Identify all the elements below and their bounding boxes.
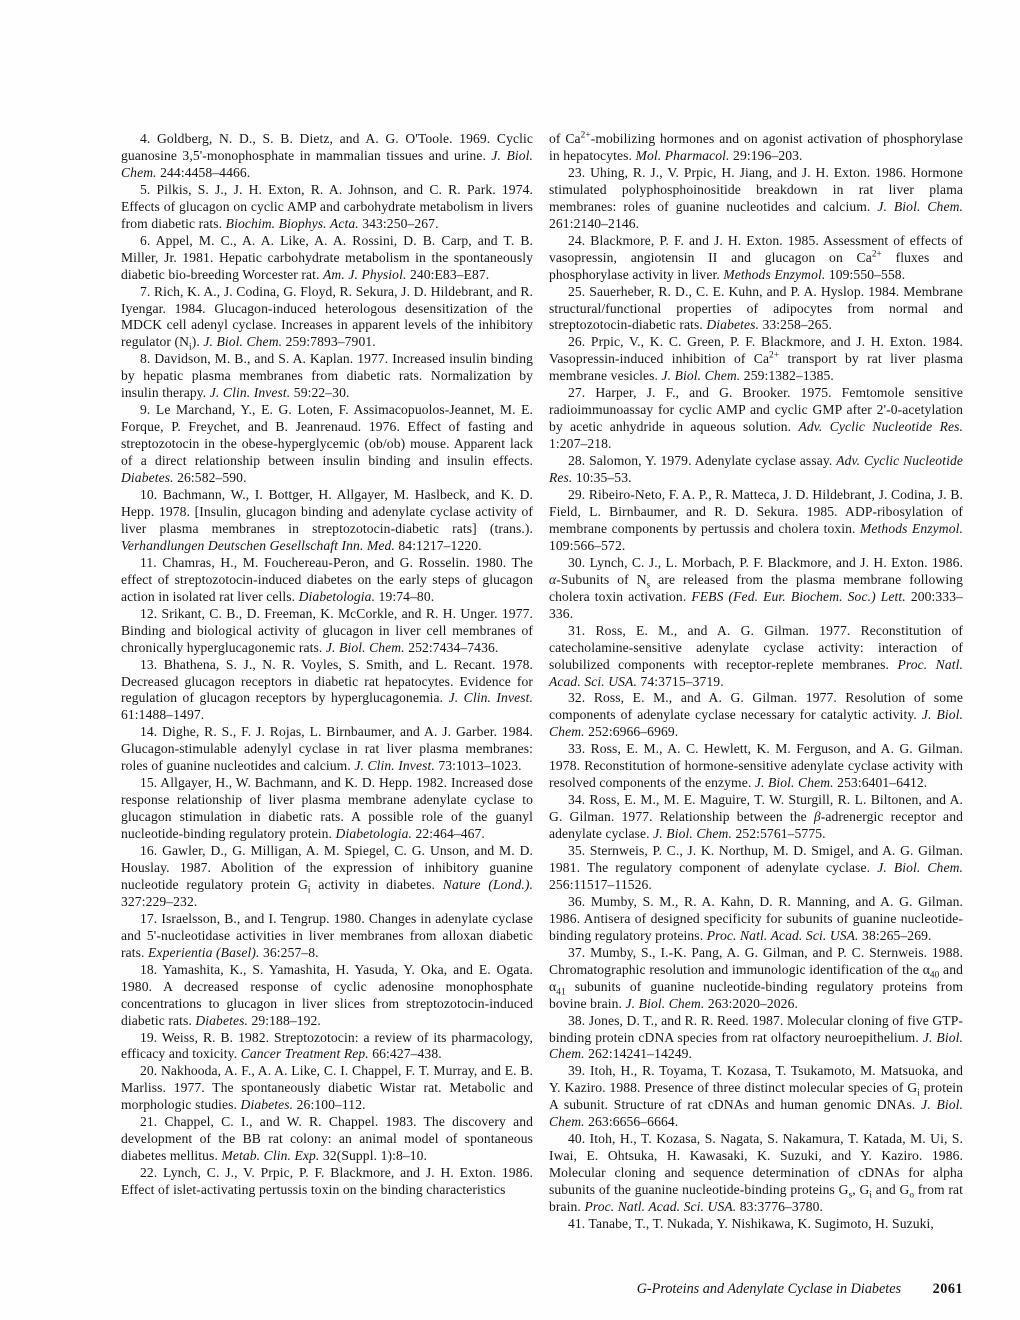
reference-item: 28. Salomon, Y. 1979. Adenylate cyclase assay. Adv. Cyclic Nucleotide Res. 10:35–53. — [549, 453, 963, 486]
reference-item: 20. Nakhooda, A. F., A. A. Like, C. I. Chappel, F. T. Murray, and E. B. Marliss. 1977. The spontaneously diabetic Wistar rat. Metabolic and morphologic studies. Diabetes. 26:100–112. — [121, 1063, 533, 1113]
reference-item: 34. Ross, E. M., M. E. Maguire, T. W. Sturgill, R. L. Biltonen, and A. G. Gilman. 1977. Relationship between the β-adrenergic receptor and adenylate cyclase. J. Biol. Chem. 252:5761–5775. — [549, 792, 963, 842]
reference-item: 26. Prpic, V., K. C. Green, P. F. Blackmore, and J. H. Exton. 1984. Vasopressin-induced inhibition of $Ca^{2+}$ transport by rat liver plasma membrane vesicles. J. Biol. Chem. 259:1382–1385. — [549, 334, 963, 384]
reference-item: 14. Dighe, R. S., F. J. Rojas, L. Birnbaumer, and A. J. Garber. 1984. Glucagon-stimulable adenylyl cyclase in rat liver plasma membranes: roles of guanine nucleotides and calcium. J. Clin. Invest. 73:1013–1023. — [121, 724, 533, 774]
reference-item: 7. Rich, K. A., J. Codina, G. Floyd, R. Sekura, J. D. Hildebrant, and R. Iyengar. 1984. Glucagon-induced heterologous desensitization of the MDCK cell adenyl cyclase. Increases in apparent levels of the inhibitory regulator $(N_i)$. J. Biol. Chem. 259:7893–7901. — [121, 283, 533, 353]
reference-item: 38. Jones, D. T., and R. R. Reed. 1987. Molecular cloning of five GTP-binding protein cDNA species from rat olfactory neuroepithelium. J. Biol. Chem. 262:14241–14249. — [549, 1012, 963, 1062]
reference-item: 30. Lynch, C. J., L. Morbach, P. F. Blackmore, and J. H. Exton. 1986. α-Subunits of $N_s$ are released from the plasma membrane following cholera toxin activation. FEBS (Fed. Eur. Biochem. Soc.) Lett. 200:333–336. — [549, 554, 963, 621]
reference-item: 10. Bachmann, W., I. Bottger, H. Allgayer, M. Haslbeck, and K. D. Hepp. 1978. [Insulin, glucagon binding and adenylate cyclase activity of liver plasma membranes in streptozotocin-diabetic rats] (trans.). Verhandlungen Deutschen Gesellschaft Inn. Med. 84:1217–1220. — [121, 487, 533, 553]
reference-item: 9. Le Marchand, Y., E. G. Loten, F. Assimacopuolos-Jeannet, M. E. Forque, P. Freychet, and B. Jeanrenaud. 1976. Effect of fasting and streptozotocin in the obese-hyperglycemic (ob/ob) mouse. Apparent lack of a direct relationship between insulin binding and insulin effects. Diabetes. 26:582–590. — [121, 402, 533, 486]
reference-item: 18. Yamashita, K., S. Yamashita, H. Yasuda, Y. Oka, and E. Ogata. 1980. A decreased response of cyclic adenosine monophosphate concentrations to glucagon in liver slices from streptozotocin-induced diabetic rats. Diabetes. 29:188–192. — [121, 961, 533, 1028]
references-column-left — [121, 131, 533, 1199]
reference-item: 29. Ribeiro-Neto, F. A. P., R. Matteca, J. D. Hildebrant, J. Codina, J. B. Field, L. Birnbaumer, and R. D. Sekura. 1985. ADP-ribosylation of membrane components by pertussis and cholera toxin. Methods Enzymol. 109:566–572. — [549, 487, 963, 553]
reference-item: 36. Mumby, S. M., R. A. Kahn, D. R. Manning, and A. G. Gilman. 1986. Antisera of designed specificity for subunits of guanine nucleotide-binding regulatory proteins. Proc. Natl. Acad. Sci. USA. 38:265–269. — [549, 893, 963, 943]
references-column-right — [549, 131, 963, 1233]
reference-item: 13. Bhathena, S. J., N. R. Voyles, S. Smith, and L. Recant. 1978. Decreased glucagon receptors in diabetic rat hepatocytes. Evidence for regulation of glucagon receptors by hyperglucagonemia. J. Clin. Invest. 61:1488–1497. — [121, 656, 533, 723]
reference-item: 22. Lynch, C. J., V. Prpic, P. F. Blackmore, and J. H. Exton. 1986. Effect of islet-activating pertussis toxin on the binding characteristics — [121, 1165, 533, 1198]
reference-item: 11. Chamras, H., M. Fouchereau-Peron, and G. Rosselin. 1980. The effect of streptozotocin-induced diabetes on the early steps of glucagon action in isolated rat liver cells. Diabetologia. 19:74–80. — [121, 554, 533, 604]
reference-item: 40. Itoh, H., T. Kozasa, S. Nagata, S. Nakamura, T. Katada, M. Ui, S. Iwai, E. Ohtsuka, H. Kawasaki, K. Suzuki, and Y. Kaziro. 1986. Molecular cloning and sequence determination of cDNAs for alpha subunits of the guanine nucleotide-binding proteins $G_s$, $G_i$ and $G_o$ from rat brain. Proc. Natl. Acad. Sci. USA. 83:3776–3780. — [549, 1131, 963, 1215]
reference-item: 31. Ross, E. M., and A. G. Gilman. 1977. Reconstitution of catecholamine-sensitive adenylate cyclase activity: interaction of solubilized components with receptor-replete membranes. Proc. Natl. Acad. Sci. USA. 74:3715–3719. — [549, 622, 963, 689]
reference-item: 19. Weiss, R. B. 1982. Streptozotocin: a review of its pharmacology, efficacy and toxicity. Cancer Treatment Rep. 66:427–438. — [121, 1029, 533, 1062]
reference-item: 23. Uhing, R. J., V. Prpic, H. Jiang, and J. H. Exton. 1986. Hormone stimulated polyphosphoinositide breakdown in rat liver plama membranes: roles of guanine nucleotides and calcium. J. Biol. Chem. 261:2140–2146. — [549, 164, 963, 231]
reference-item: 41. Tanabe, T., T. Nukada, Y. Nishikawa, K. Sugimoto, H. Suzuki, — [568, 1216, 934, 1231]
reference-item: 6. Appel, M. C., A. A. Like, A. A. Rossini, D. B. Carp, and T. B. Miller, Jr. 1981. Hepatic carbohydrate metabolism in the spontaneously diabetic bio-breeding Worcester rat. Am. J. Physiol. 240:E83–E87. — [121, 232, 533, 282]
reference-item: 33. Ross, E. M., A. C. Hewlett, K. M. Ferguson, and A. G. Gilman. 1978. Reconstitution of hormone-sensitive adenylate cyclase activity with resolved components of the enzyme. J. Biol. Chem. 253:6401–6412. — [549, 741, 963, 791]
reference-item: 35. Sternweis, P. C., J. K. Northup, M. D. Smigel, and A. G. Gilman. 1981. The regulatory component of adenylate cyclase. J. Biol. Chem. 256:11517–11526. — [549, 843, 963, 892]
reference-item: 5. Pilkis, S. J., J. H. Exton, R. A. Johnson, and C. R. Park. 1974. Effects of glucagon on cyclic AMP and carbohydrate metabolism in livers from diabetic rats. Biochim. Biophys. Acta. 343:250–267. — [121, 181, 533, 231]
reference-item: 21. Chappel, C. I., and W. R. Chappel. 1983. The discovery and development of the BB rat colony: an animal model of spontaneous diabetes mellitus. Metab. Clin. Exp. 32(Suppl. 1):8–10. — [121, 1114, 533, 1164]
reference-item: 32. Ross, E. M., and A. G. Gilman. 1977. Resolution of some components of adenylate cyclase necessary for catalytic activity. J. Biol. Chem. 252:6966–6969. — [549, 690, 964, 740]
page-number: 2061 — [932, 1281, 963, 1297]
reference-item: 8. Davidson, M. B., and S. A. Kaplan. 1977. Increased insulin binding by hepatic plasma membranes from diabetic rats. Normalization by insulin therapy. J. Clin. Invest. 59:22–30. — [121, 351, 533, 401]
running-title: G-Proteins and Adenylate Cyclase in Diabetes — [636, 1281, 902, 1297]
reference-item: 39. Itoh, H., R. Toyama, T. Kozasa, T. Tsukamoto, M. Matsuoka, and Y. Kaziro. 1988. Presence of three distinct molecular species of $G_i$ protein A subunit. Structure of rat cDNAs and human genomic DNAs. J. Biol. Chem. 263:6656–6664. — [549, 1063, 963, 1130]
reference-item: 12. Srikant, C. B., D. Freeman, K. McCorkle, and R. H. Unger. 1977. Binding and biological activity of glucagon in liver cell membranes of chronically hyperglucagonemic rats. J. Biol. Chem. 252:7434–7436. — [121, 605, 533, 655]
reference-item: 27. Harper, J. F., and G. Brooker. 1975. Femtomole sensitive radioimmunoassay for cyclic AMP and cyclic GMP after 2'-0-acetylation by acetic anhydride in aqueous solution. Adv. Cyclic Nucleotide Res. 1:207–218. — [549, 385, 964, 452]
reference-item: 17. Israelsson, B., and I. Tengrup. 1980. Changes in adenylate cyclase and 5'-nucleotidase activities in liver membranes from alloxan diabetic rats. Experientia (Basel). 36:257–8. — [121, 910, 533, 960]
reference-item: 16. Gawler, D., G. Milligan, A. M. Spiegel, C. G. Unson, and M. D. Houslay. 1987. Abolition of the expression of inhibitory guanine nucleotide regulatory protein $G_i$ activity in diabetes. Nature (Lond.). 327:229–232. — [121, 843, 533, 909]
reference-item: of $Ca^{2+}$-mobilizing hormones and on agonist activation of phosphorylase in hepatocytes. Mol. Pharmacol. 29:196–203. — [549, 129, 963, 163]
reference-item: 37. Mumby, S., I.-K. Pang, A. G. Gilman, and P. C. Sternweis. 1988. Chromatographic resolution and immunologic identification of the $\alpha_{40}$ and $\alpha_{41}$ subunits of guanine nucleotide-binding regulatory proteins from bovine brain. J. Biol. Chem. 263:2020–2026. — [549, 944, 963, 1011]
reference-item: 24. Blackmore, P. F. and J. H. Exton. 1985. Assessment of effects of vasopressin, angiotensin II and glucagon on $Ca^{2+}$ fluxes and phosphorylase activity in liver. Methods Enzymol. 109:550–558. — [549, 232, 963, 282]
reference-item: 25. Sauerheber, R. D., C. E. Kuhn, and P. A. Hyslop. 1984. Membrane structural/functional properties of adipocytes from normal and streptozotocin-diabetic rats. Diabetes. 33:258–265. — [549, 283, 963, 333]
page-footer — [549, 1281, 963, 1298]
reference-item: 15. Allgayer, H., W. Bachmann, and K. D. Hepp. 1982. Increased dose response relationship of liver plasma membrane adenylate cyclase to glucagon stimulation in diabetic rats. A possible role of the guanyl nucleotide-binding regulatory protein. Diabetologia. 22:464–467. — [121, 775, 533, 842]
reference-item: 4. Goldberg, N. D., S. B. Dietz, and A. G. O'Toole. 1969. Cyclic guanosine 3,5'-monophosphate in mammalian tissues and urine. J. Biol. Chem. 244:4458–4466. — [121, 131, 534, 180]
